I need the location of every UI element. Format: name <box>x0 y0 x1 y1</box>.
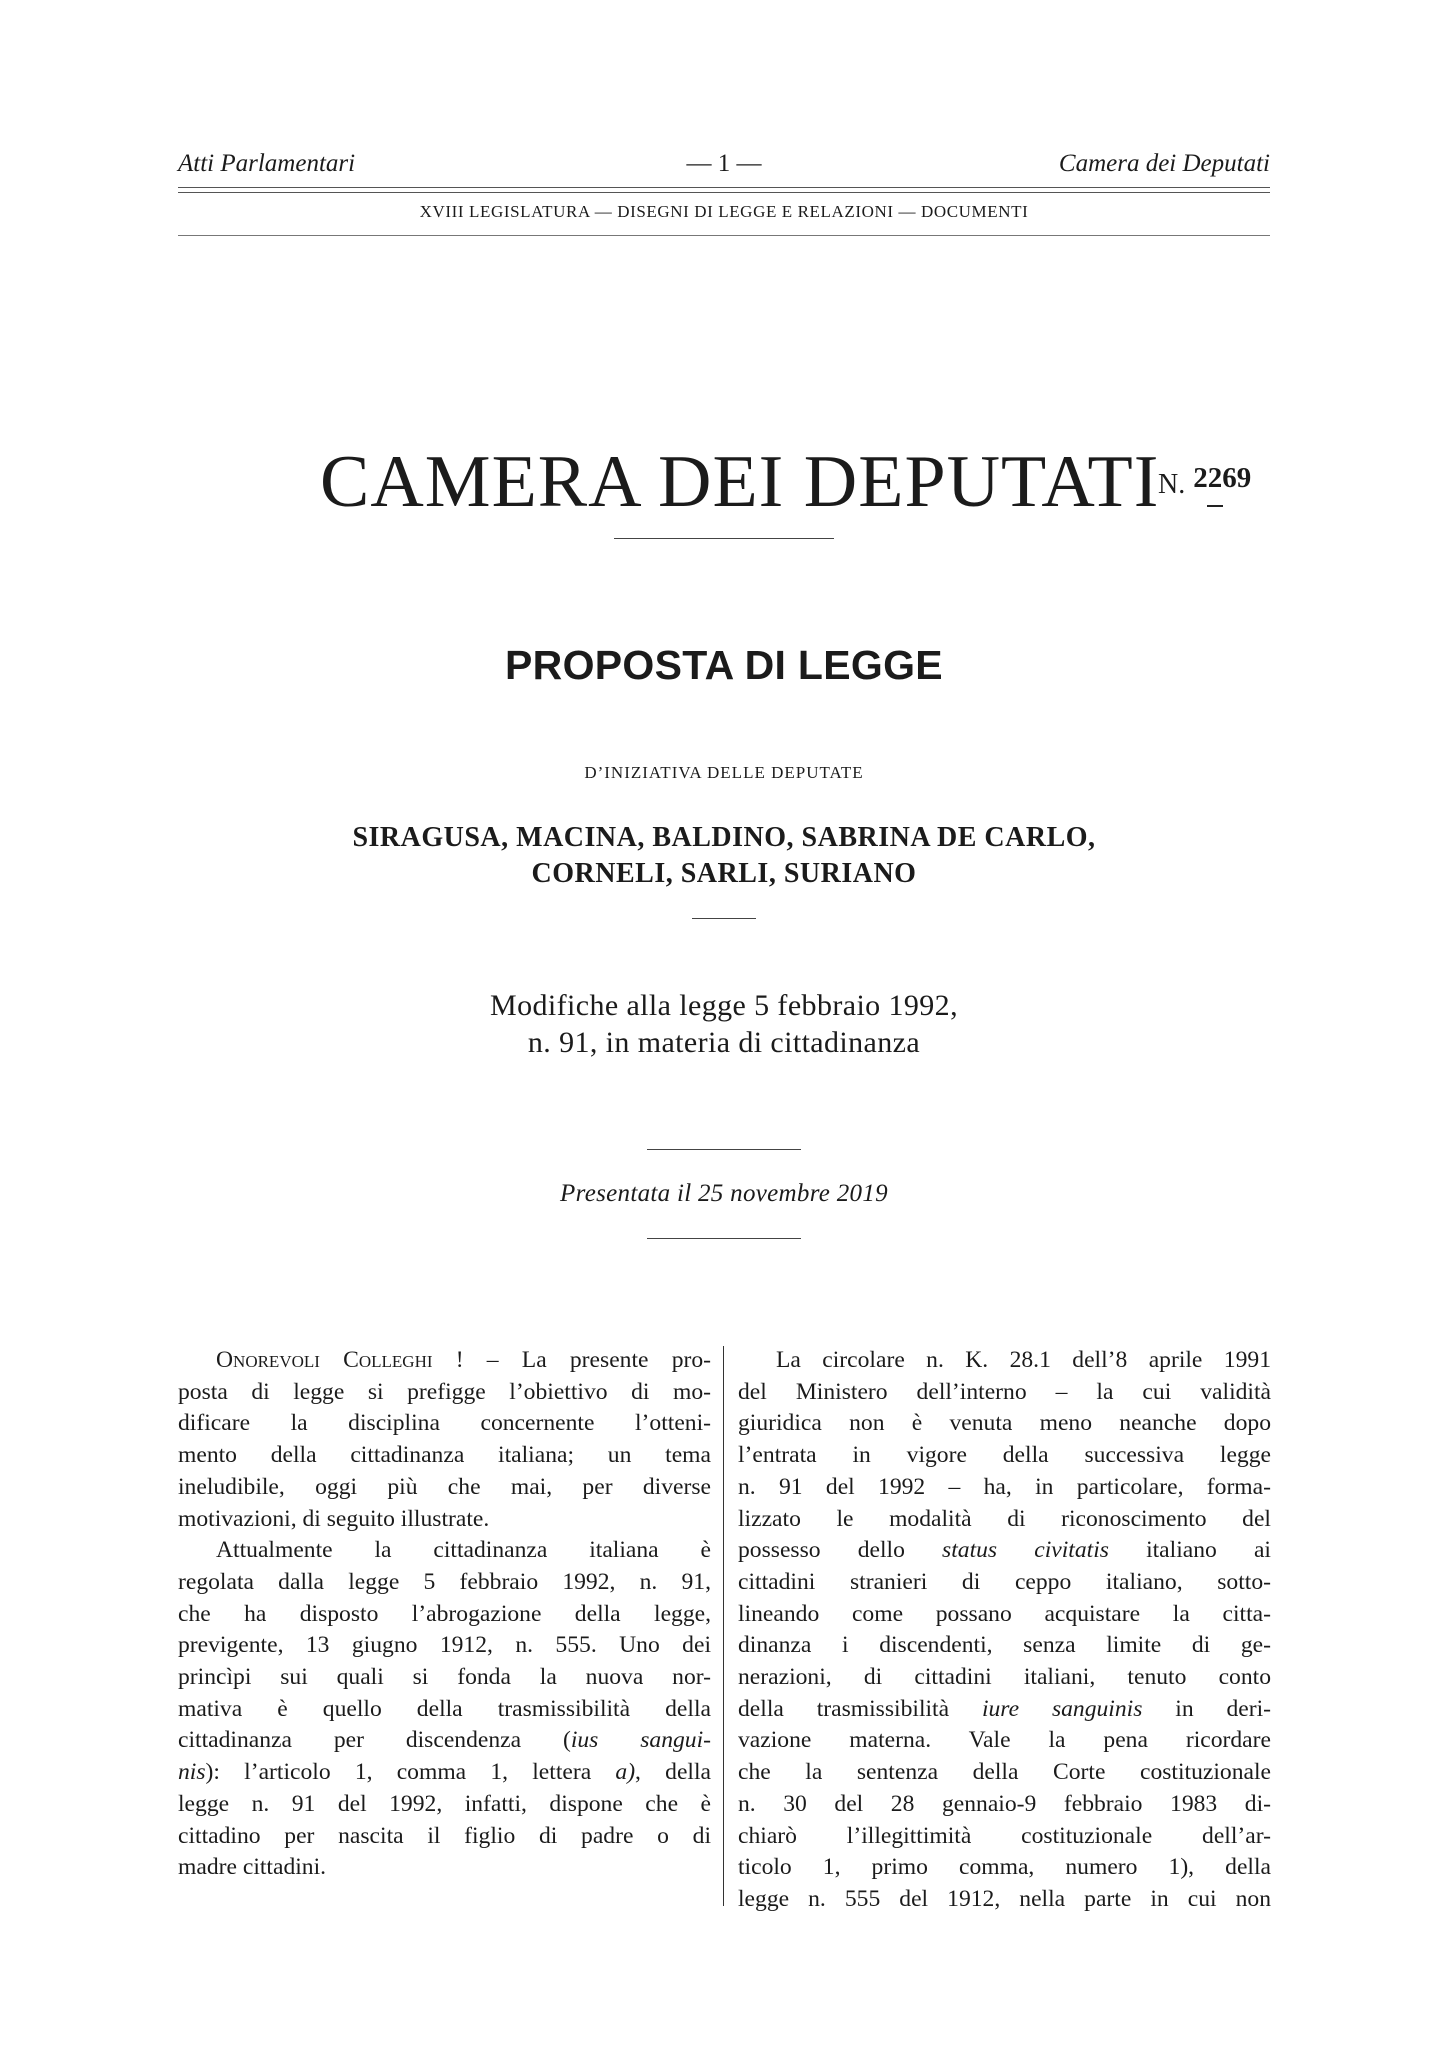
authors-divider <box>692 918 756 919</box>
law-title-line-2: n. 91, in materia di cittadinanza <box>527 1026 921 1059</box>
text-line: nerazioni, di cittadini italiani, tenuto conto <box>738 1664 1271 1691</box>
text-line: legge n. 555 del 1912, nella parte in cui non <box>738 1885 1271 1912</box>
text-line: l’entrata in vigore della successiva legge <box>738 1442 1271 1469</box>
text-line: che la sentenza della Corte costituzionale <box>738 1759 1271 1786</box>
text-line: giuridica non è venuta meno neanche dopo <box>738 1410 1271 1437</box>
document-number-prefix: N. <box>1158 469 1186 500</box>
law-title <box>0 987 1448 1061</box>
presented-divider-bottom <box>647 1238 801 1239</box>
text-line: del Ministero dell’interno – la cui validità <box>738 1378 1271 1405</box>
authors-line-1: SIRAGUSA, MACINA, BALDINO, SABRINA DE CARLO, <box>352 822 1096 853</box>
legislature-line: XVIII LEGISLATURA — DISEGNI DI LEGGE E RELAZIONI — DOCUMENTI <box>419 202 1029 221</box>
text-line: cittadino per nascita il figlio di padre o di <box>178 1822 711 1849</box>
page-number: — 1 — <box>686 150 762 177</box>
text-line: regolata dalla legge 5 febbraio 1992, n. 91, <box>178 1568 711 1595</box>
text-line: La circolare n. K. 28.1 dell’8 aprile 1991 <box>776 1347 1271 1373</box>
document-number-value: 2269 <box>1193 462 1252 494</box>
text-line: della trasmissibilità iure sanguinis in deri- <box>738 1695 1272 1722</box>
text-line: legge n. 91 del 1992, infatti, dispone che è <box>178 1790 711 1817</box>
authors <box>0 820 1448 892</box>
text-line: ineludibile, oggi più che mai, per diverse <box>178 1473 711 1500</box>
header-rule <box>178 235 1270 236</box>
authors-line-2: CORNELI, SARLI, SURIANO <box>531 858 917 889</box>
salutation: Onorevoli Colleghi ! <box>216 1347 464 1373</box>
text-line: che ha disposto l’abrogazione della legge, <box>178 1600 711 1627</box>
text-line: mento della cittadinanza italiana; un tema <box>178 1442 711 1469</box>
initiative-line: D’INIZIATIVA DELLE DEPUTATE <box>584 763 864 782</box>
text-line: posta di legge si prefigge l’obiettivo di mo- <box>178 1378 711 1405</box>
header-right: Camera dei Deputati <box>1058 150 1270 177</box>
text-line: n. 91 del 1992 – ha, in particolare, forma- <box>738 1473 1271 1500</box>
law-title-line-1: Modifiche alla legge 5 febbraio 1992, <box>490 989 958 1022</box>
chamber-title: CAMERA DEI DEPUTATI <box>320 441 1160 523</box>
text-line: nis): l’articolo 1, comma 1, lettera a), della <box>178 1759 711 1786</box>
text-line: lizzato le modalità di riconoscimento del <box>738 1505 1271 1532</box>
title-divider <box>614 538 834 539</box>
text-line: cittadini stranieri di ceppo italiano, sotto- <box>738 1568 1271 1595</box>
document-number-dash <box>1207 505 1223 507</box>
text-line: ticolo 1, primo comma, numero 1), della <box>738 1854 1271 1881</box>
document-number <box>1158 462 1251 501</box>
text-line: dinanza i discendenti, senza limite di ge- <box>738 1632 1271 1659</box>
body-column-right <box>738 1345 1271 1916</box>
text-line: lineando come possano acquistare la citta- <box>738 1600 1271 1627</box>
text-line: motivazioni, di seguito illustrate. <box>178 1505 490 1532</box>
text-line: princìpi sui quali si fonda la nuova nor- <box>178 1664 711 1691</box>
header-left: Atti Parlamentari <box>178 150 356 177</box>
text-line: vazione materna. Vale la pena ricordare <box>738 1727 1271 1754</box>
header-double-rule <box>178 187 1270 193</box>
text-line: Attualmente la cittadinanza italiana è <box>216 1537 711 1564</box>
running-header <box>178 150 1270 180</box>
column-divider <box>723 1346 724 1906</box>
text-line: cittadinanza per discendenza (ius sangui- <box>178 1727 712 1754</box>
presented-divider-top <box>647 1149 801 1150</box>
presentation-date: Presentata il 25 novembre 2019 <box>560 1180 888 1207</box>
text-line: Onorevoli Colleghi ! – La presente pro- <box>216 1347 712 1373</box>
body-column-left <box>178 1345 711 1884</box>
text-line: n. 30 del 28 gennaio-9 febbraio 1983 di- <box>738 1790 1271 1817</box>
text-line: mativa è quello della trasmissibilità della <box>178 1695 711 1722</box>
text-line: dificare la disciplina concernente l’otteni- <box>178 1410 711 1437</box>
text-line: previgente, 13 giugno 1912, n. 555. Uno dei <box>178 1632 711 1659</box>
text-line: chiarò l’illegittimità costituzionale dell’ar- <box>738 1822 1271 1849</box>
text-line: madre cittadini. <box>178 1854 327 1881</box>
text-line: possesso dello status civitatis italiano ai <box>738 1537 1271 1564</box>
proposal-heading: PROPOSTA DI LEGGE <box>505 642 943 688</box>
